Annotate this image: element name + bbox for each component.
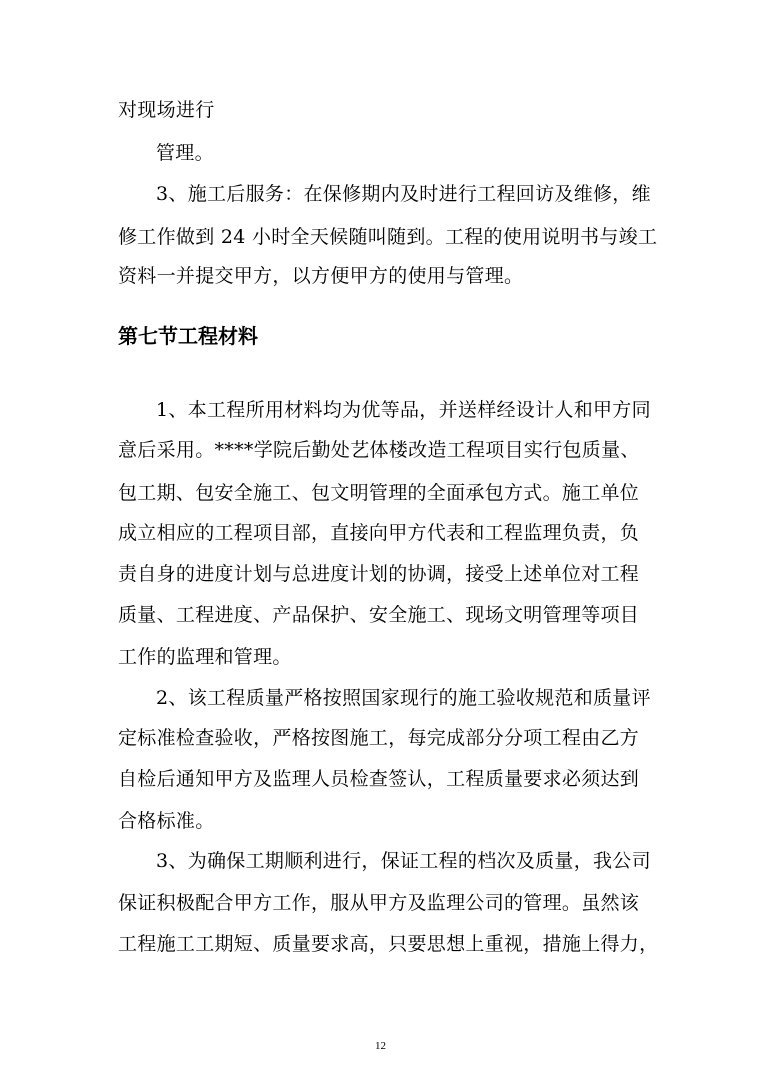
paragraph-line: 工作的监理和管理。 [118, 646, 292, 668]
paragraph-line: 保证积极配合甲方工作，服从甲方及监理公司的管理。虽然该 [118, 892, 640, 914]
paragraph-line: 合格标准。 [118, 810, 215, 832]
paragraph-line: 1、本工程所用材料均为优等品，并送样经设计人和甲方同 [156, 399, 651, 421]
paragraph-line: 质量、工程进度、产品保护、安全施工、现场文明管理等项目 [118, 604, 640, 626]
paragraph-line: 定标准检查验收，严格按图施工，每完成部分分项工程由乙方 [118, 727, 640, 749]
paragraph-line: 2、该工程质量严格按照国家现行的施工验收规范和质量评 [156, 687, 651, 709]
paragraph-line: 3、施工后服务：在保修期内及时进行工程回访及维修，维 [156, 183, 651, 205]
paragraph-line: 工程施工工期短、质量要求高，只要思想上重视，措施上得力， [118, 933, 659, 955]
paragraph-line: 成立相应的工程项目部，直接向甲方代表和工程监理负责，负 [118, 522, 640, 544]
paragraph-line: 自检后通知甲方及监理人员检查签认，工程质量要求必须达到 [118, 768, 640, 790]
paragraph-line: 修工作做到 24 小时全天候随叫随到。工程的使用说明书与竣工 [118, 226, 658, 248]
paragraph-line: 包工期、包安全施工、包文明管理的全面承包方式。施工单位 [118, 482, 640, 504]
section-heading: 第七节工程材料 [118, 324, 258, 348]
paragraph-line: 3、为确保工期顺利进行，保证工程的档次及质量，我公司 [156, 850, 651, 872]
paragraph-line: 意后采用。****学院后勤处艺体楼改造工程项目实行包质量、 [118, 439, 640, 461]
paragraph-line: 管理。 [156, 142, 214, 164]
paragraph-line: 责自身的进度计划与总进度计划的协调，接受上述单位对工程 [118, 563, 640, 585]
page-number: 12 [375, 1040, 386, 1052]
paragraph-line: 对现场进行 [118, 99, 215, 121]
paragraph-line: 资料一并提交甲方，以方便甲方的使用与管理。 [118, 265, 524, 287]
